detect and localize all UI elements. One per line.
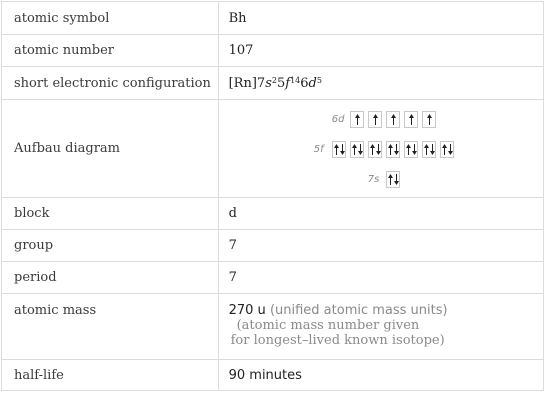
config-n: 6 [300,75,309,91]
config-n: 5 [276,75,286,91]
spin-down-arrow-icon [430,144,435,155]
orbital-row-7s [368,170,404,189]
table-row [2,198,544,230]
row-label: Aufbau diagram [2,100,219,197]
period-value: 7 [219,262,544,293]
group-value: 7 [219,230,544,261]
orbital-box [350,141,364,158]
spin-down-arrow-icon [358,144,363,155]
row-label: short electronic configuration [2,67,219,99]
table-row [2,2,544,35]
orbital-box [440,141,454,158]
spin-down-arrow-icon [448,144,453,155]
config-core: [Rn] [228,75,257,91]
atomic-mass-value [219,294,544,359]
orbital-label: 6d [331,113,345,125]
mass-unit-note: (unified atomic mass units) [269,303,448,318]
orbital-box [404,111,418,128]
orbital-label: 7s [367,173,380,185]
orbital-row-5f [314,140,458,159]
orbital-label: 5f [313,143,324,155]
row-label: half-life [2,360,219,390]
atomic-number-value: 107 [219,35,544,66]
config-n: 7 [256,75,266,91]
row-label: atomic mass [2,294,219,359]
row-label: atomic symbol [2,2,219,34]
row-label: block [2,198,219,229]
config-l: d [308,75,317,91]
orbital-box [332,141,346,158]
table-row [2,100,544,198]
spin-down-arrow-icon [394,144,399,155]
spin-up-arrow-icon [388,174,393,185]
table-row [2,67,544,100]
orbital-box [386,111,400,128]
spin-down-arrow-icon [412,144,417,155]
orbital-box [368,141,382,158]
table-row [2,360,544,391]
atomic-symbol-value: Bh [219,2,544,34]
row-label: atomic number [2,35,219,66]
spin-down-arrow-icon [340,144,345,155]
config-l: s [265,75,272,91]
spin-up-arrow-icon [334,144,339,155]
table-row [2,230,544,262]
spin-up-arrow-icon [424,144,429,155]
block-value: d [219,198,544,229]
mass-note-line-2: for longest–lived known isotope) [230,333,445,348]
orbital-box [386,141,400,158]
orbital-box [386,171,400,188]
orbital-row-6d [332,110,440,129]
atomic-mass-number: 270 u [228,303,266,318]
row-label: group [2,230,219,261]
orbital-box [404,141,418,158]
config-l: f [285,75,291,91]
table-row [2,294,544,360]
mass-note-line-1: (atomic mass number given [236,318,420,333]
spin-up-arrow-icon [427,114,432,125]
row-label: period [2,262,219,293]
spin-up-arrow-icon [355,114,360,125]
table-row [2,262,544,294]
electron-configuration-value: [Rn] 7 s $^2$ 5 f $^{14}$ 6 d $^5$ [219,67,544,99]
spin-up-arrow-icon [370,144,375,155]
spin-up-arrow-icon [388,144,393,155]
orbital-box [368,111,382,128]
orbital-box [350,111,364,128]
spin-down-arrow-icon [394,174,399,185]
orbital-box [422,111,436,128]
table-row [2,35,544,67]
spin-up-arrow-icon [391,114,396,125]
spin-down-arrow-icon [376,144,381,155]
orbital-box [422,141,436,158]
spin-up-arrow-icon [352,144,357,155]
spin-up-arrow-icon [442,144,447,155]
spin-up-arrow-icon [373,114,378,125]
aufbau-diagram [219,100,544,197]
spin-up-arrow-icon [406,144,411,155]
element-properties-table [1,1,544,391]
spin-up-arrow-icon [409,114,414,125]
half-life-value: 90 minutes [219,360,544,390]
